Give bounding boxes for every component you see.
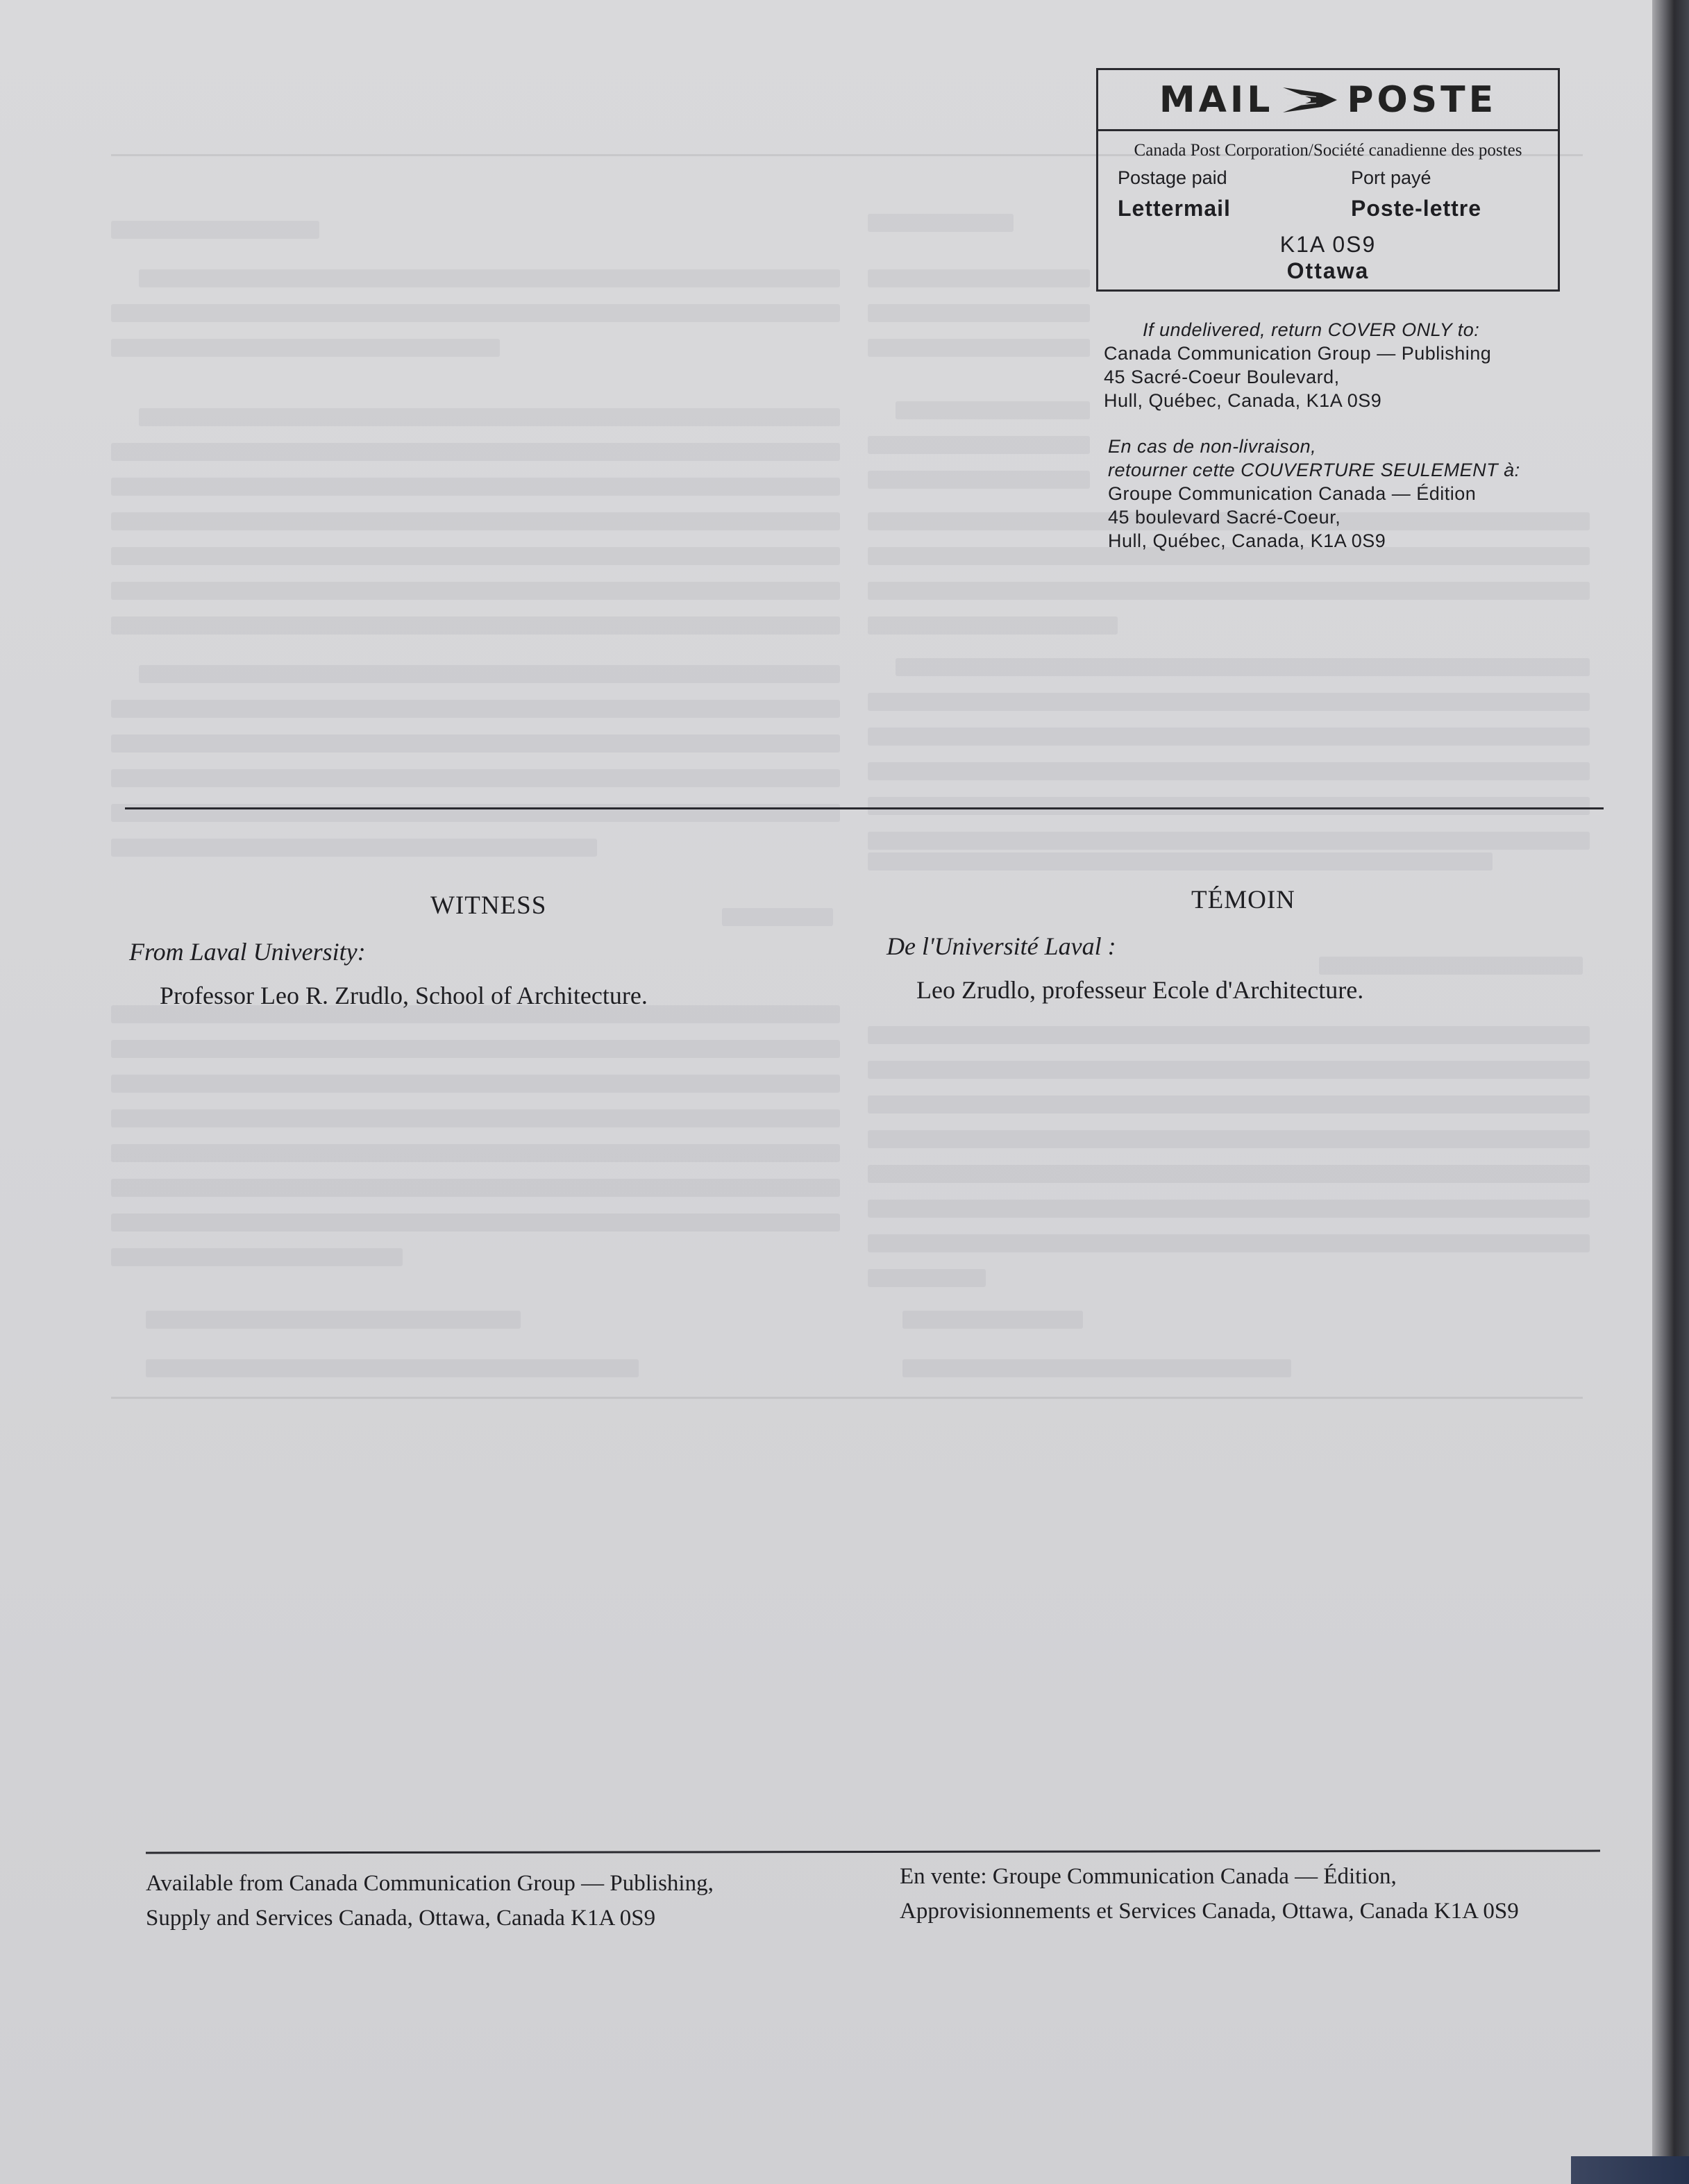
- mail-corporation: Canada Post Corporation/Société canadienne des postes: [1134, 141, 1522, 160]
- mail-brand-en: MAIL: [1159, 78, 1274, 121]
- return-city-fr: Hull, Québec, Canada, K1A 0S9: [1108, 530, 1386, 551]
- return-org-fr: Groupe Communication Canada — Édition: [1108, 483, 1477, 504]
- canada-post-arrow-icon: [1283, 86, 1337, 114]
- postage-paid-fr: Port payé: [1351, 167, 1431, 188]
- witness-affiliation: From Laval University:: [129, 938, 366, 966]
- mail-poste-banner: [1098, 70, 1558, 131]
- mail-class-en: Lettermail: [1118, 196, 1231, 221]
- postage-paid-en: Postage paid: [1118, 167, 1227, 188]
- return-city-en: Hull, Québec, Canada, K1A 0S9: [1104, 390, 1382, 411]
- book-spine: [1652, 0, 1689, 2184]
- footer-line-en-2: Supply and Services Canada, Ottawa, Canada K1A 0S9: [146, 1906, 656, 1931]
- return-address-en: [1104, 318, 1491, 412]
- return-address-fr: [1108, 435, 1520, 553]
- return-instruction-fr-1: En cas de non-livraison,: [1108, 436, 1317, 457]
- temoin-affiliation: De l'Université Laval :: [886, 932, 1116, 960]
- bleed-through-rule: [111, 1397, 1583, 1399]
- mail-indicia: [1096, 68, 1560, 292]
- footer-line-en-1: Available from Canada Communication Group — Publishing,: [146, 1871, 714, 1896]
- return-instruction-en: If undelivered, return COVER ONLY to:: [1143, 319, 1480, 340]
- spine-edge: [1571, 2156, 1689, 2184]
- return-street-fr: 45 boulevard Sacré-Coeur,: [1108, 507, 1341, 528]
- postal-code: K1A 0S9: [1279, 232, 1377, 257]
- footer-availability-en: [146, 1866, 714, 1935]
- footer-line-fr-2: Approvisionnements et Services Canada, Ottawa, Canada K1A 0S9: [900, 1899, 1519, 1924]
- mail-brand-fr: POSTE: [1347, 78, 1497, 121]
- temoin-heading: TÉMOIN: [1191, 886, 1295, 914]
- mail-city: Ottawa: [1286, 258, 1370, 283]
- witness-heading: WITNESS: [430, 891, 547, 920]
- return-org-en: Canada Communication Group — Publishing: [1104, 343, 1492, 364]
- mail-class-fr: Poste-lettre: [1351, 196, 1482, 221]
- temoin-name: Leo Zrudlo, professeur Ecole d'Architecture.: [916, 976, 1364, 1004]
- return-street-en: 45 Sacré-Coeur Boulevard,: [1104, 367, 1340, 387]
- section-divider: [125, 807, 1604, 809]
- witness-name: Professor Leo R. Zrudlo, School of Architecture.: [160, 982, 648, 1009]
- footer-availability-fr: [900, 1859, 1519, 1929]
- return-instruction-fr-2: retourner cette COUVERTURE SEULEMENT à:: [1108, 460, 1520, 480]
- footer-line-fr-1: En vente: Groupe Communication Canada — Édition,: [900, 1864, 1397, 1889]
